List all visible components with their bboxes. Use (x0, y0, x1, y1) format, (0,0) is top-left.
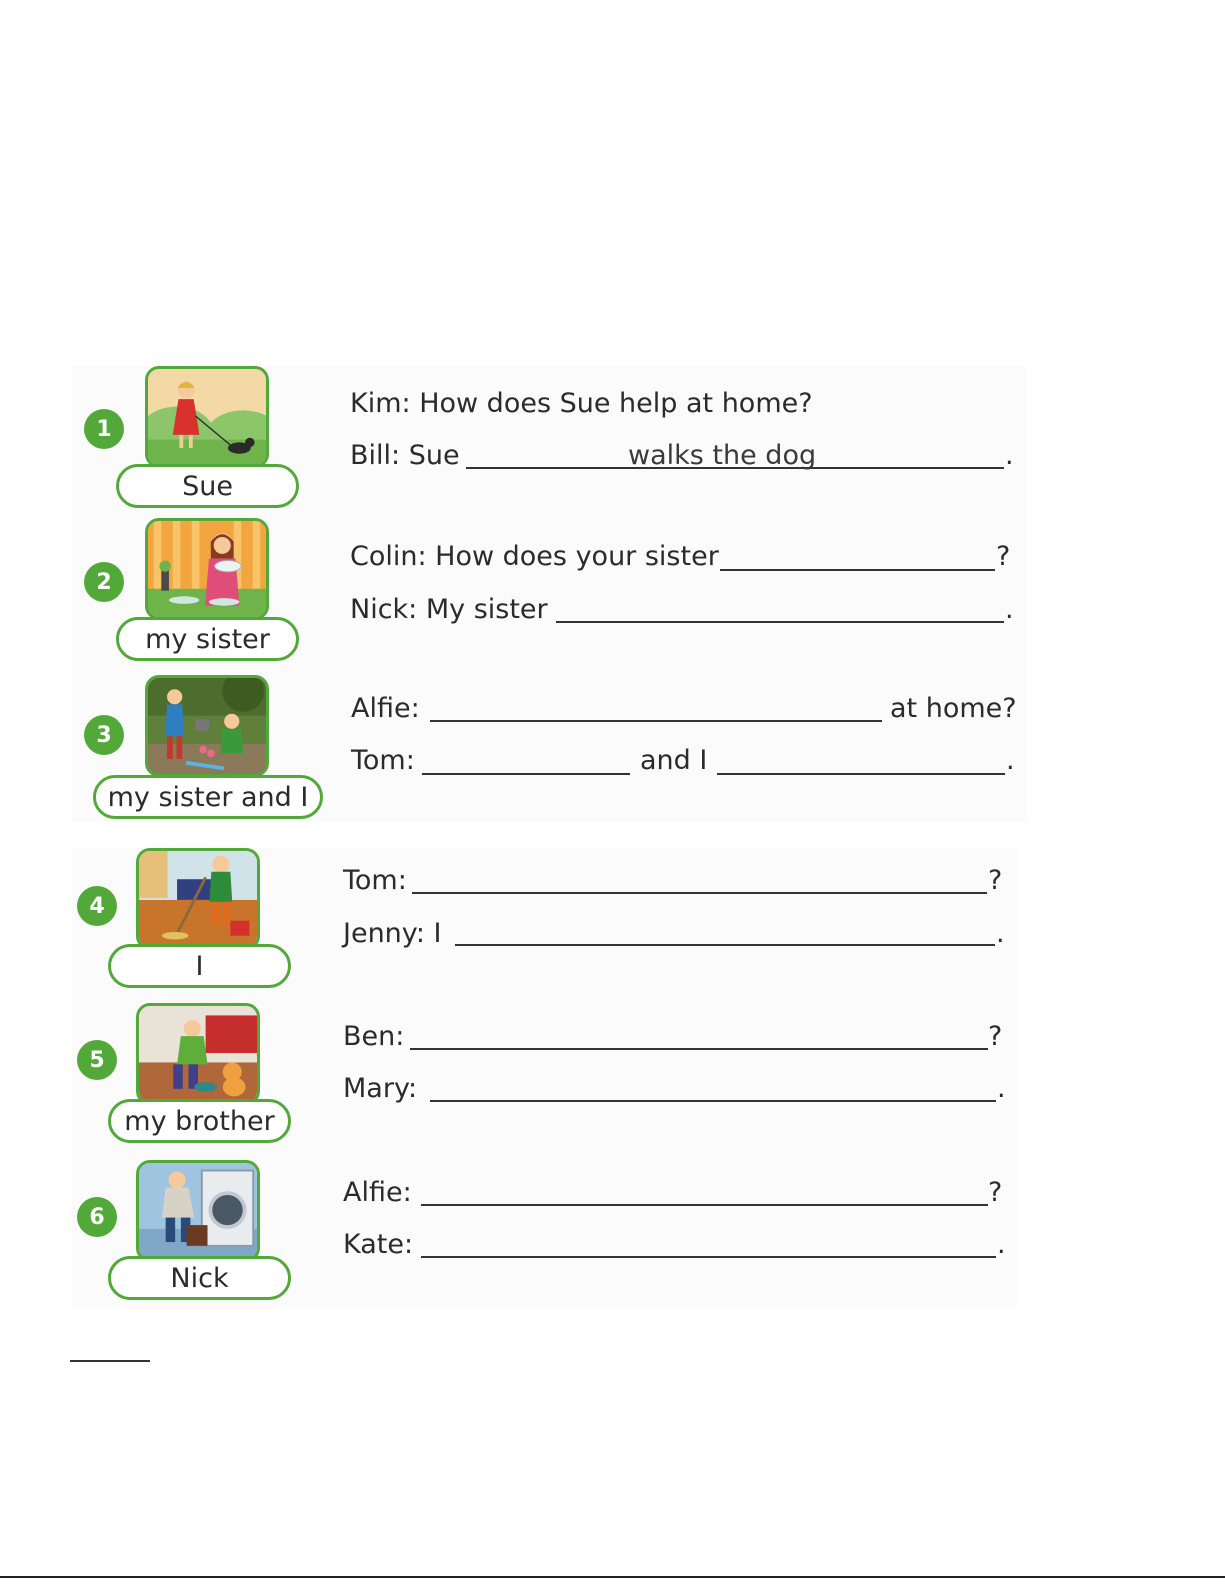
answer-prefix: Tom: (351, 745, 415, 776)
answer-suffix: . (1006, 745, 1015, 776)
answer-prefix: Jenny: I (343, 918, 442, 949)
name-label: my sister (116, 617, 299, 661)
question-blank[interactable] (412, 892, 987, 894)
sister-washing-dishes-picture (145, 518, 269, 620)
answer-suffix: . (997, 1073, 1006, 1104)
name-label: Nick (108, 1256, 291, 1300)
question-suffix: at home? (890, 693, 1017, 724)
question-suffix: ? (996, 541, 1011, 572)
answer-suffix: . (997, 1229, 1006, 1260)
answer-blank[interactable] (556, 621, 1004, 623)
answer-prefix: Bill: Sue (350, 440, 460, 471)
answer-middle: and I (640, 745, 708, 776)
answer-suffix: . (996, 918, 1005, 949)
question-prefix: Tom: (343, 865, 407, 896)
name-label: I (108, 944, 291, 988)
question-blank[interactable] (421, 1204, 988, 1206)
girl-walking-dog-picture (145, 366, 269, 468)
question-prefix: Colin: How does your sister (350, 541, 719, 572)
name-label: Sue (116, 464, 299, 508)
item-number-badge: 5 (77, 1040, 117, 1080)
boy-doing-laundry-picture (136, 1160, 260, 1262)
name-label: my sister and I (93, 775, 323, 819)
name-label: my brother (108, 1099, 291, 1143)
question-suffix: ? (988, 1177, 1003, 1208)
page-bottom-rule (0, 1576, 1225, 1578)
item-number-badge: 6 (77, 1197, 117, 1237)
answer-prefix: Kate: (343, 1229, 414, 1260)
question-line: Kim: How does Sue help at home? (350, 388, 813, 419)
answer-blank[interactable] (430, 1100, 996, 1102)
item-number-badge: 4 (77, 886, 117, 926)
answer-prefix: Mary: (343, 1073, 418, 1104)
answer-suffix: . (1005, 440, 1014, 471)
question-blank[interactable] (720, 569, 995, 571)
question-suffix: ? (988, 1021, 1003, 1052)
answer-suffix: . (1005, 594, 1014, 625)
question-suffix: ? (988, 865, 1003, 896)
boy-feeding-cat-picture (136, 1003, 260, 1105)
question-blank[interactable] (430, 720, 882, 722)
example-answer: walks the dog (628, 440, 817, 471)
footer-short-rule (70, 1360, 150, 1362)
answer-blank[interactable] (455, 944, 995, 946)
question-prefix: Alfie: (343, 1177, 412, 1208)
answer-prefix: Nick: My sister (350, 594, 548, 625)
answer-blank[interactable] (421, 1256, 996, 1258)
answer-blank-1[interactable] (422, 773, 630, 775)
question-prefix: Ben: (343, 1021, 405, 1052)
item-number-badge: 2 (84, 562, 124, 602)
question-blank[interactable] (410, 1048, 988, 1050)
answer-blank-2[interactable] (717, 773, 1005, 775)
question-prefix: Alfie: (351, 693, 420, 724)
siblings-watering-garden-picture (145, 675, 269, 777)
item-number-badge: 1 (84, 409, 124, 449)
item-number-badge: 3 (84, 715, 124, 755)
boy-mopping-floor-picture (136, 848, 260, 950)
